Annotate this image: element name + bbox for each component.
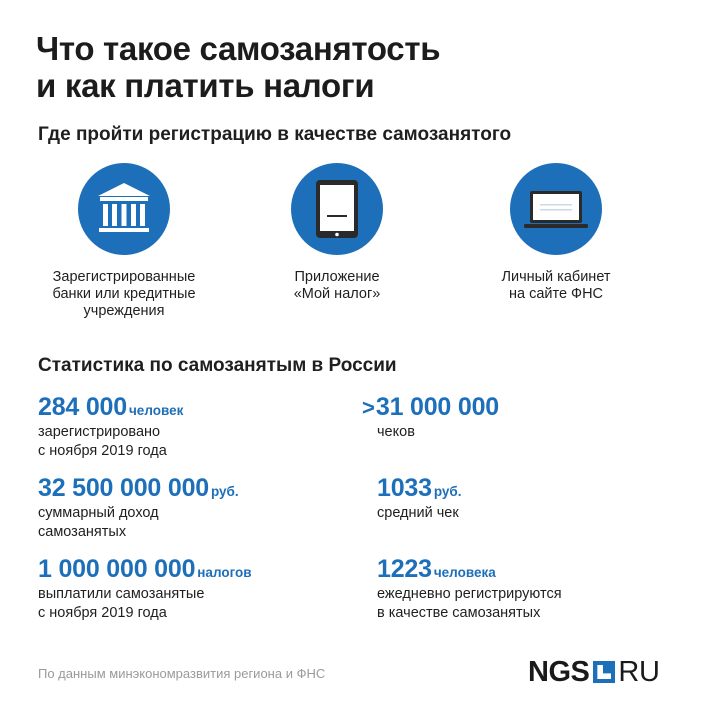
stat-average-receipt bbox=[377, 474, 687, 523]
stat-number: 1 000 000 000 bbox=[38, 555, 196, 583]
bank-icon bbox=[78, 163, 170, 255]
stat-description: выплатили самозанятые с ноября 2019 года bbox=[38, 586, 205, 621]
stat-number: 1033 bbox=[377, 474, 432, 502]
stat-description: суммарный доход самозанятых bbox=[38, 505, 159, 540]
channel-label: Приложение «Мой налог» bbox=[293, 269, 381, 302]
channel-bank bbox=[34, 163, 214, 320]
logo-text-ngs: NGS bbox=[528, 655, 590, 688]
stat-registered bbox=[38, 393, 348, 461]
logo-square-icon bbox=[593, 661, 615, 683]
title-line-1: Что такое самозанятость bbox=[36, 30, 441, 67]
channel-label: Зарегистрированные банки или кредитные учреждения bbox=[52, 269, 196, 319]
channel-label: Личный кабинет на сайте ФНС bbox=[501, 269, 611, 302]
stat-unit: налогов bbox=[197, 565, 252, 580]
stat-description: ежедневно регистрируются в качестве самозанятых bbox=[377, 586, 562, 621]
tablet-icon bbox=[291, 163, 383, 255]
stat-unit: руб. bbox=[210, 484, 239, 499]
stat-description: средний чек bbox=[377, 505, 459, 521]
title-line-2: и как платить налоги bbox=[36, 67, 375, 104]
source-note: По данным минэкономразвития региона и ФНС bbox=[38, 666, 326, 681]
channel-fns-cabinet bbox=[466, 163, 646, 303]
stat-receipts bbox=[362, 393, 672, 442]
stat-unit: руб. bbox=[433, 484, 462, 499]
stat-description: зарегистрировано с ноября 2019 года bbox=[38, 424, 167, 459]
stat-total-income bbox=[38, 474, 348, 542]
ngs-logo[interactable] bbox=[528, 656, 660, 688]
registration-heading: Где пройти регистрацию в качестве самозанятого bbox=[38, 124, 512, 145]
stats-heading: Статистика по самозанятым в России bbox=[38, 355, 397, 376]
stat-number: 32 500 000 000 bbox=[38, 474, 209, 502]
stat-number: 284 000 bbox=[38, 393, 127, 421]
stat-unit: человека bbox=[433, 565, 496, 580]
laptop-icon bbox=[510, 163, 602, 255]
logo-text-ru: RU bbox=[618, 655, 660, 688]
stat-taxes-paid bbox=[38, 555, 348, 623]
stat-daily-registrations bbox=[377, 555, 687, 623]
stat-number: 1223 bbox=[377, 555, 432, 583]
channel-app bbox=[247, 163, 427, 303]
stat-prefix: > bbox=[362, 395, 375, 420]
page-title bbox=[36, 30, 676, 104]
stat-unit: человек bbox=[128, 403, 184, 418]
stat-number: 31 000 000 bbox=[375, 393, 499, 421]
stat-description: чеков bbox=[377, 424, 415, 440]
